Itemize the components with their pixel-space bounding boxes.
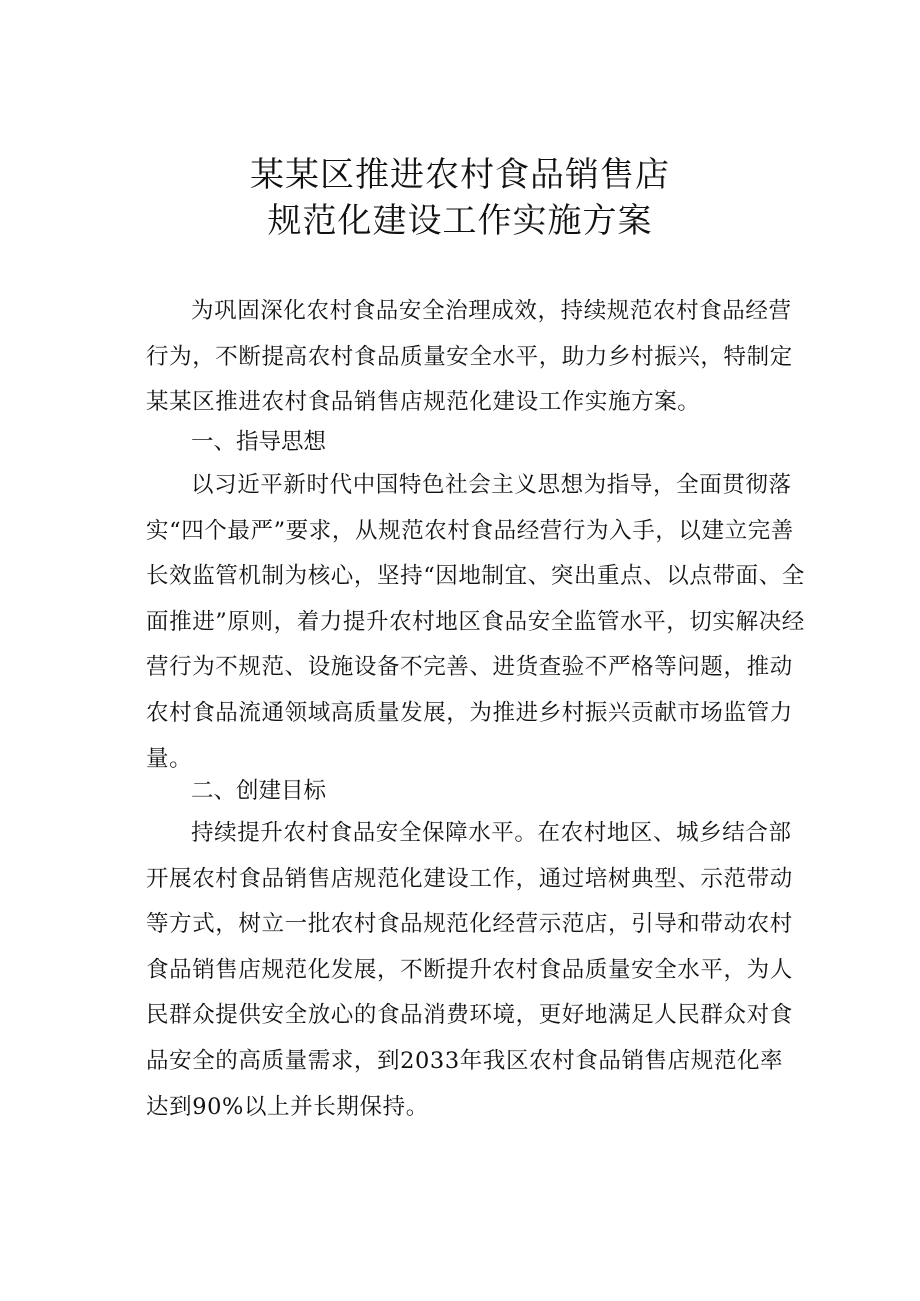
section-body-guiding-ideology: 以习近平新时代中国特色社会主义思想为指导，全面贯彻落实“四个最严”要求，从规范农村食品经营行为入手，以建立完善长效监管机制为核心，坚持“因地制宜、突出重点、以点带面、全面推进”原则，着力提升农村地区食品安全监管水平，切实解决经营行为不规范、设施设备不完善、进货查验不严格等问题，推动农村食品流通领域高质量发展，为推进乡村振兴贡献市场监管力量。	[146, 472, 805, 772]
section-heading-guiding-ideology: 一、指导思想	[191, 429, 327, 455]
intro-paragraph: 为巩固深化农村食品安全治理成效，持续规范农村食品经营行为，不断提高农村食品质量安全水平，助力乡村振兴，特制定某某区推进农村食品销售店规范化建设工作实施方案。	[146, 298, 793, 416]
document-title	[0, 152, 920, 244]
section-body-goals: 持续提升农村食品安全保障水平。在农村地区、城乡结合部开展农村食品销售店规范化建设工作，通过培树典型、示范带动等方式，树立一批农村食品规范化经营示范店，引导和带动农村食品销售店规范化发展，不断提升农村食品质量安全水平，为人民群众提供安全放心的食品消费环境，更好地满足人民群众对食品安全的高质量需求，到2033年我区农村食品销售店规范化率达到90%以上并长期保持。	[146, 820, 793, 1120]
title-line-2: 规范化建设工作实施方案	[267, 201, 653, 241]
title-line-1: 某某区推进农村食品销售店	[250, 155, 670, 195]
section-heading-goals: 二、创建目标	[191, 778, 327, 804]
